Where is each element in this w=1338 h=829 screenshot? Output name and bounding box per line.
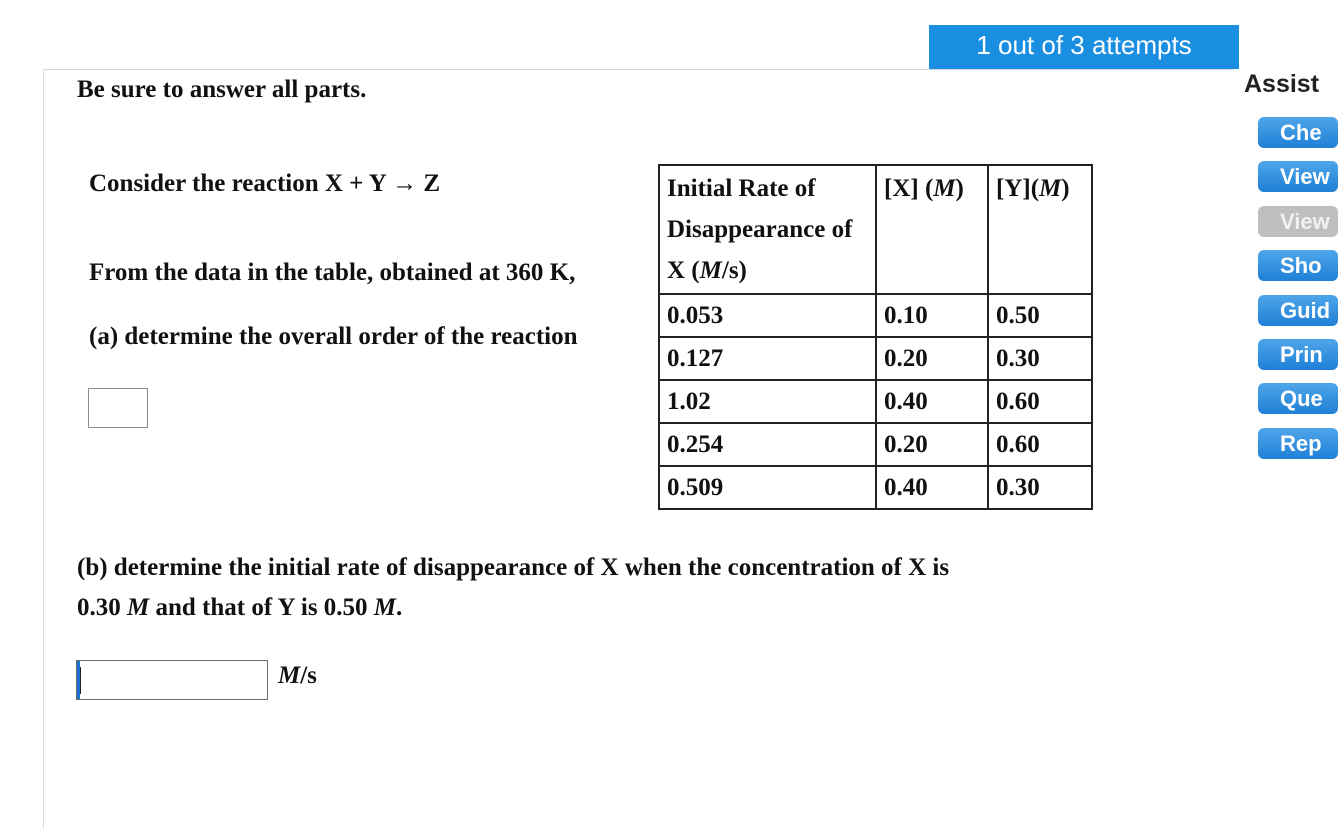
reaction-text: Consider the reaction X + Y → Z	[89, 170, 441, 197]
text-caret	[80, 667, 81, 694]
table-cell: 0.127	[659, 337, 876, 380]
instruction-text: Be sure to answer all parts.	[77, 76, 367, 103]
table-cell: 0.254	[659, 423, 876, 466]
part-a-text: (a) determine the overall order of the reaction	[89, 323, 578, 350]
table-row	[659, 337, 1092, 380]
table-cell: 0.20	[876, 337, 988, 380]
table-header-y: [Y](M)	[988, 165, 1092, 294]
question-panel	[43, 69, 1233, 829]
table-row	[659, 423, 1092, 466]
part-b-text-line1: (b) determine the initial rate of disappearance of X when the concentration of X is	[77, 554, 950, 581]
table-cell: 0.60	[988, 423, 1092, 466]
table-cell: 0.053	[659, 294, 876, 337]
table-cell: 0.20	[876, 423, 988, 466]
assistance-button-2: View	[1258, 206, 1338, 237]
from-data-text: From the data in the table, obtained at 360 K,	[89, 259, 576, 286]
table-header-x: [X] (M)	[876, 165, 988, 294]
answer-b-input[interactable]	[76, 660, 268, 700]
part-b-text-line2: 0.30 M and that of Y is 0.50 M.	[77, 594, 403, 621]
answer-a-input[interactable]	[88, 388, 148, 428]
table-cell: 0.40	[876, 466, 988, 509]
attempts-counter: 1 out of 3 attempts	[929, 25, 1239, 69]
part-b-unit: M/s	[278, 662, 317, 689]
table-cell: 0.40	[876, 380, 988, 423]
table-cell: 0.10	[876, 294, 988, 337]
rate-data-table	[658, 164, 1093, 510]
table-cell: 0.30	[988, 466, 1092, 509]
assistance-button-3[interactable]: Sho	[1258, 250, 1338, 281]
table-cell: 0.30	[988, 337, 1092, 380]
table-cell: 1.02	[659, 380, 876, 423]
table-cell: 0.509	[659, 466, 876, 509]
assistance-button-5[interactable]: Prin	[1258, 339, 1338, 370]
table-header-row	[659, 165, 1092, 294]
table-cell: 0.50	[988, 294, 1092, 337]
table-row	[659, 294, 1092, 337]
assistance-button-4[interactable]: Guid	[1258, 295, 1338, 326]
table-header-rate: Initial Rate of Disappearance of X (M/s)	[659, 165, 876, 294]
table-cell: 0.60	[988, 380, 1092, 423]
table-row	[659, 380, 1092, 423]
table-row	[659, 466, 1092, 509]
assistance-title: Assist	[1244, 70, 1320, 98]
assistance-button-1[interactable]: View	[1258, 161, 1338, 192]
assistance-button-7[interactable]: Rep	[1258, 428, 1338, 459]
assistance-button-0[interactable]: Che	[1258, 117, 1338, 148]
assistance-button-6[interactable]: Que	[1258, 383, 1338, 414]
